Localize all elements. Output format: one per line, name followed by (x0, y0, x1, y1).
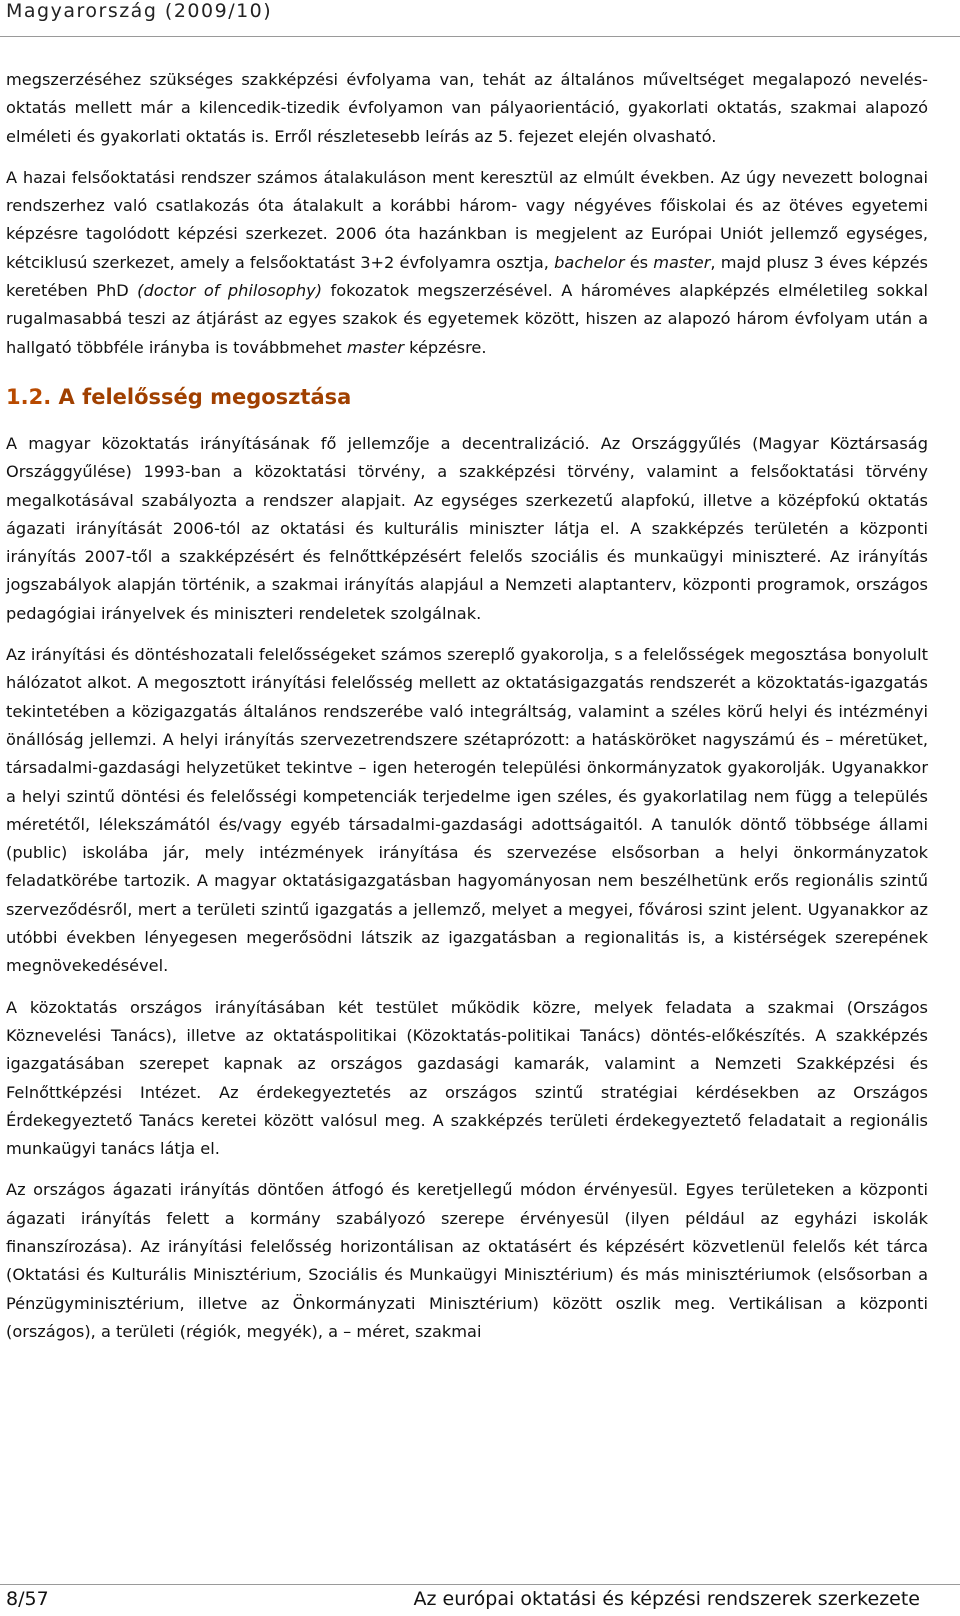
paragraph-2-part-a: Az úgy nevezett bolognai rendszerhez való csatlakozás óta átalakult a korábbi három- vagy négyéves főiskolai és az ötéves egyetemi képzésre tagolódott képzési szerkezet. 2006 óta hazánkban is megjelent az Európai Uniót jellemző egységes, kétciklusú szerkezet, amely a felsőoktatást 3+2 évfolyamra osztja, (6, 167, 928, 272)
section-heading (6, 382, 928, 412)
paragraph-1: megszerzéséhez szükséges szakképzési évfolyama van, tehát az általános műveltséget megalapozó nevelés-oktatás mellett már a kilencedik-tizedik évfolyamon van pályaorientáció, gyakorlati oktatás, szakmai alapozó elméleti és gyakorlati oktatás is. Erről részletesebb leírás az 5. fejezet elején olvasható. (6, 70, 928, 146)
paragraph-2-part-b: , majd plusz 3 éves képzés keretében PhD (6, 252, 928, 301)
section-number: 1.2. (6, 384, 52, 409)
page-header (0, 0, 960, 38)
document-body (6, 66, 928, 1359)
page-number: 8/57 (6, 1588, 49, 1610)
document-title: Magyarország (2009/10) (6, 0, 273, 22)
term-bachelor: bachelor (554, 252, 625, 272)
paragraph-2-sentence: A hazai felsőoktatási rendszer számos átalakuláson ment keresztül az elmúlt években. (6, 167, 715, 187)
paragraph-2-part-c: fokozatok megszerzésével. A hároméves alapképzés elméletileg sokkal rugalmasabbá teszi az átjárást az egyes szakok és egyetemek között, hiszen az alapozó három évfolyam után a hallgató többféle irányba is továbbmehet (6, 281, 929, 357)
footer-divider (0, 1584, 960, 1585)
term-master: master (653, 252, 711, 272)
paragraph-2 (6, 164, 928, 362)
header-divider (0, 36, 960, 37)
footer-title: Az európai oktatási és képzési rendszerek szerkezete (413, 1588, 920, 1610)
conjunction-es: és (629, 252, 649, 272)
paragraph-5: A közoktatás országos irányításában két testület működik közre, melyek feladata a szakmai (Országos Köznevelési Tanács), illetve az oktatáspolitikai (Közoktatás-politikai Tanács) döntés-előkészítés. A szakképzés igazgatásában szerepet kapnak az országos gazdasági kamarák, valamint a Nemzeti Szakképzési és Felnőttképzési Intézet. Az érdekegyeztetés az országos szintű stratégiai kérdésekben az Országos Érdekegyeztető Tanács keretei között valósul meg. A szakképzés területi érdekegyeztető feladatait a regionális munkaügyi tanács látja el. (6, 997, 928, 1159)
term-doctor-of-philosophy: (doctor of philosophy) (137, 281, 323, 301)
paragraph-6: Az országos ágazati irányítás döntően átfogó és keretjellegű módon érvényesül. Egyes területeken a központi ágazati irányítás felett a kormány szabályozó szerepe érvényesül (ilyen például az egyházi iskolák finanszírozása). Az irányítási felelősség horizontálisan az oktatásért és képzésért közvetlenül felelős két tárca (Oktatási és Kulturális Minisztérium, Szociális és Munkaügyi Minisztérium) és más minisztériumok (elsősorban a Pénzügyminisztérium, illetve az Önkormányzati Minisztérium) között oszlik meg. Vertikálisan a központi (országos), a területi (régiók, megyék), a – méret, szakmai (6, 1180, 928, 1341)
paragraph-4: Az irányítási és döntéshozatali felelősségeket számos szereplő gyakorolja, s a felelősségek megosztása bonyolult hálózatot alkot. A megosztott irányítási felelősség mellett az oktatásigazgatás rendszerét a közoktatás-igazgatás tekintetében a közigazgatás általános rendszerébe való integráltság, valamint a széles körű helyi és intézményi önállóság jellemzi. A helyi irányítás szervezetrendszere szétaprózott: a hatásköröket nagyszámú és – méretüket, társadalmi-gazdasági helyzetüket tekintve – igen heterogén települési önkormányzatok gyakorolják. Ugyanakkor a helyi szintű döntési és felelősségi kompetenciák terjedelme igen széles, és gyakorlatilag nem függ a település méretétől, lélekszámától és/vagy egyéb társadalmi-gazdasági adottságaitól. A tanulók döntő többsége állami (public) iskolába jár, mely intézmények irányítása és szervezése elsősorban a helyi önkormányzatok feladatkörébe tartozik. A magyar oktatásigazgatásban hagyományosan nem beszélhetünk erős regionális szintű szerveződésről, mert a területi szintű igazgatás a jellemző, melyet a megyei, fővárosi szint jelent. Ugyanakkor az utóbbi években lényegesen megerősödni látszik az igazgatásban a regionalitás is, a kistérségek szerepének megnövekedésével. (6, 645, 928, 976)
section-title: A felelősség megosztása (58, 384, 352, 409)
term-master-2: master (346, 337, 404, 357)
paragraph-3: A magyar közoktatás irányításának fő jellemzője a decentralizáció. Az Országgyűlés (Magyar Köztársaság Országgyűlése) 1993-ban a közoktatási törvény, a szakképzési törvény, valamint a felsőoktatási törvény megalkotásával szabályozta a rendszer alapjait. Az egységes szerkezetű alapfokú, illetve a középfokú oktatás ágazati irányítását 2006-tól az oktatási és kulturális miniszter látja el. A szakképzés területén a központi irányítás 2007-től a szakképzésért és felnőttképzésért felelős szociális és munkaügyi miniszteré. Az irányítás jogszabályok alapján történik, a szakmai irányítás alapjául a Nemzeti alaptanterv, központi programok, országos pedagógiai irányelvek és miniszteri rendeletek szolgálnak. (6, 433, 928, 623)
paragraph-2-part-d: képzésre. (409, 337, 487, 357)
page-footer (0, 1584, 960, 1616)
